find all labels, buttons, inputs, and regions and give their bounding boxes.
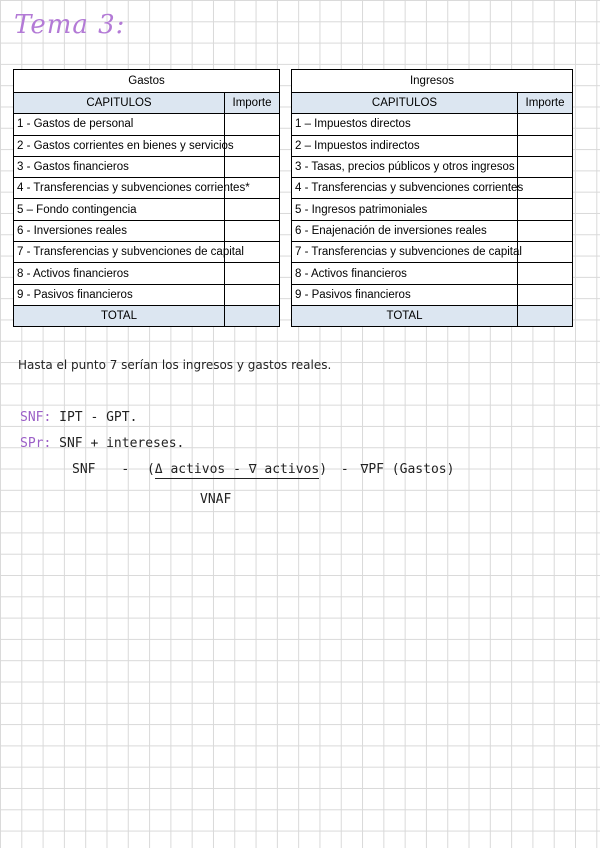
capitulo-cell: 1 – Impuestos directos [292,114,518,135]
spr-formula: SNF + intereses. [59,436,185,451]
table-row [292,199,573,220]
importe-cell [518,220,573,241]
page-title: Tema 3: [14,10,126,40]
importe-cell [518,156,573,177]
spr-label: SPr: [20,436,52,451]
gastos-caption: Gastos [14,70,280,93]
importe-cell [225,263,280,284]
ingresos-importe-header: Importe [518,93,573,114]
snf-formula: IPT - GPT. [59,410,138,425]
formula-delta-activos: Δ activos [154,462,226,477]
importe-cell [225,156,280,177]
capitulo-cell: 4 - Transferencias y subvenciones corrientes [292,178,518,199]
capitulo-cell: 8 - Activos financieros [292,263,518,284]
table-row [14,178,280,199]
table-row [292,220,573,241]
snf-definition [20,410,137,425]
capitulo-cell: 5 - Ingresos patrimoniales [292,199,518,220]
snf-label: SNF: [20,410,52,425]
table-row [14,284,280,305]
capitulo-cell: 4 - Transferencias y subvenciones corrientes* [14,178,225,199]
gastos-total-label: TOTAL [14,305,225,326]
table-row [14,156,280,177]
gastos-table [13,69,280,327]
capitulo-cell: 7 - Transferencias y subvenciones de capital [292,242,518,263]
formula-vpf-gastos: ∇PF (Gastos) [360,462,455,477]
capitulo-cell: 6 - Inversiones reales [14,220,225,241]
importe-cell [518,114,573,135]
formula-minus: - [121,462,130,477]
table-row [14,242,280,263]
ingresos-capitulos-header: CAPITULOS [292,93,518,114]
ingresos-caption: Ingresos [292,70,573,93]
importe-cell [225,220,280,241]
formula-minus: - [233,462,241,477]
gastos-capitulos-header: CAPITULOS [14,93,225,114]
table-row [14,135,280,156]
gastos-total-importe [225,305,280,326]
note-line: Hasta el punto 7 serían los ingresos y gastos reales. [18,358,332,372]
capitulo-cell: 3 - Tasas, precios públicos y otros ingresos [292,156,518,177]
gastos-importe-header: Importe [225,93,280,114]
importe-cell [518,135,573,156]
importe-cell [518,263,573,284]
table-row [14,114,280,135]
spr-definition [20,436,184,451]
importe-cell [518,178,573,199]
capitulo-cell: 2 – Impuestos indirectos [292,135,518,156]
ingresos-total-importe [518,305,573,326]
importe-cell [225,114,280,135]
vnaf-label: VNAF [200,492,232,507]
table-row [14,199,280,220]
importe-cell [518,284,573,305]
formula-minus: - [340,462,349,477]
capitulo-cell: 3 - Gastos financieros [14,156,225,177]
ingresos-table [291,69,573,327]
table-row [292,135,573,156]
formula-vnaf-group [155,462,319,479]
formula-close-paren: ) [319,462,328,477]
capitulo-cell: 5 – Fondo contingencia [14,199,225,220]
importe-cell [225,199,280,220]
table-row [14,220,280,241]
table-row [292,156,573,177]
capitulo-cell: 8 - Activos financieros [14,263,225,284]
capitulo-cell: 2 - Gastos corrientes en bienes y servicios [14,135,225,156]
capitulo-cell: 1 - Gastos de personal [14,114,225,135]
importe-cell [518,242,573,263]
table-row [292,242,573,263]
table-row [292,114,573,135]
vnaf-formula [72,462,454,477]
formula-snf: SNF [72,462,96,477]
capitulo-cell: 9 - Pasivos financieros [292,284,518,305]
table-row [292,284,573,305]
table-row [292,178,573,199]
formula-nabla-activos: ∇ activos [248,462,320,477]
table-row [14,263,280,284]
table-row [292,263,573,284]
ingresos-total-label: TOTAL [292,305,518,326]
importe-cell [518,199,573,220]
formula-open-paren: ( [146,462,155,477]
capitulo-cell: 7 - Transferencias y subvenciones de capital [14,242,225,263]
capitulo-cell: 6 - Enajenación de inversiones reales [292,220,518,241]
importe-cell [225,284,280,305]
capitulo-cell: 9 - Pasivos financieros [14,284,225,305]
